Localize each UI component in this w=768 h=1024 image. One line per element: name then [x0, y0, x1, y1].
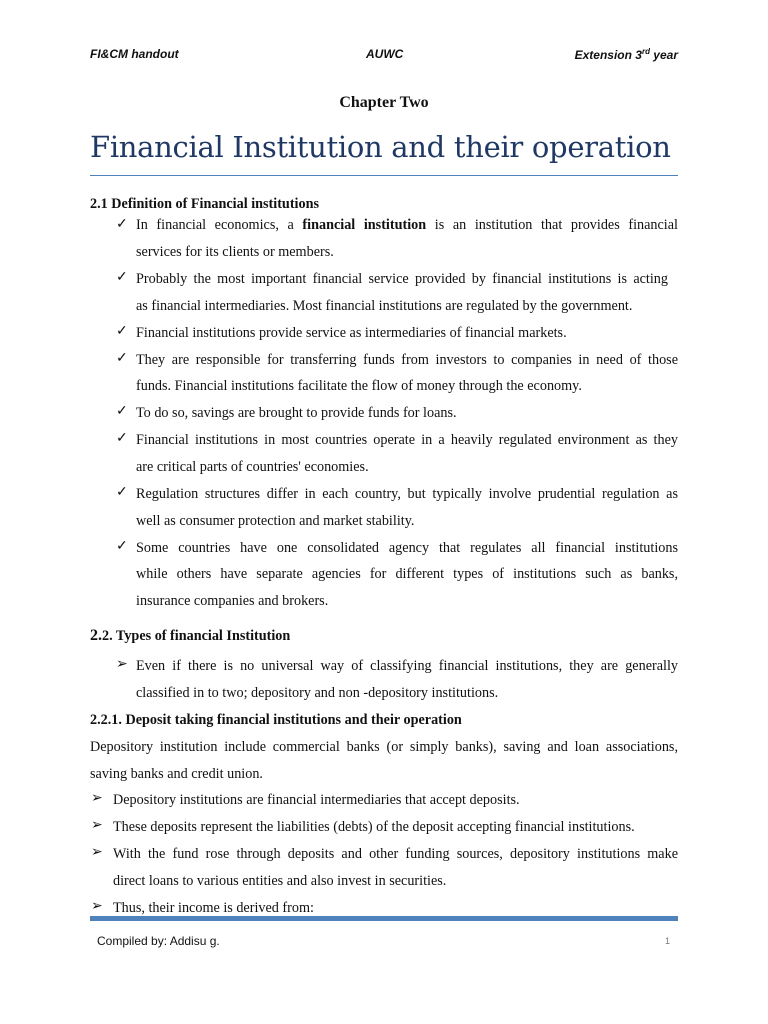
- arrow-bullet-icon: ➢: [116, 657, 128, 672]
- bullet-2-1-4-line2: funds. Financial institutions facilitate the flow of money through the economy.: [136, 378, 582, 394]
- checkmark-icon: ✓: [116, 324, 128, 339]
- bullet-2-1-4-line1: They are responsible for transferring funds from investors to companies in need of those: [136, 352, 678, 368]
- header-right-prefix: Extension 3: [574, 48, 642, 62]
- header-right-sup: rd: [641, 47, 650, 56]
- bullet-2-2-1-line2: classified in to two; depository and non -depository institutions.: [136, 685, 499, 701]
- bullet-2-1-5-line1: To do so, savings are brought to provide funds for loans.: [136, 405, 457, 421]
- paragraph-line1: Depository institution include commercial banks (or simply banks), saving and loan associations,: [90, 739, 678, 755]
- title-underline: [90, 175, 678, 176]
- bullet-2-2-1-d: Thus, their income is derived from:: [113, 900, 314, 916]
- header-right: [575, 47, 678, 62]
- checkmark-icon: ✓: [116, 404, 128, 419]
- bullet-2-2-1-line1: Even if there is no universal way of classifying financial institutions, they are generally: [136, 658, 678, 674]
- checkmark-icon: ✓: [116, 270, 128, 285]
- bullet-2-1-1-post: is an institution that provides financial: [426, 217, 678, 233]
- checkmark-icon: ✓: [116, 431, 128, 446]
- chapter-label: Chapter Two: [339, 94, 429, 111]
- header-center: AUWC: [366, 47, 404, 61]
- section-heading-2-2-num: 2.: [90, 627, 102, 644]
- section-heading-2-2-1: 2.2.1. Deposit taking financial institutions and their operation: [90, 712, 462, 728]
- bullet-2-1-8-line3: insurance companies and brokers.: [136, 593, 329, 609]
- page-number: 1: [665, 936, 671, 946]
- arrow-bullet-icon: ➢: [91, 845, 103, 860]
- paragraph-line2: saving banks and credit union.: [90, 766, 263, 782]
- checkmark-icon: ✓: [116, 217, 128, 232]
- page-title: Financial Institution and their operation: [90, 130, 671, 164]
- bullet-2-1-1-pre: In financial economics, a: [136, 217, 303, 233]
- bullet-2-1-7-line1: Regulation structures differ in each country, but typically involve prudential regulation as: [136, 486, 678, 502]
- bullet-2-2-1-a: Depository institutions are financial intermediaries that accept deposits.: [113, 792, 520, 808]
- page-header: [90, 47, 678, 65]
- arrow-bullet-icon: ➢: [91, 818, 103, 833]
- footer-compiled-by: Compiled by: Addisu g.: [97, 934, 220, 948]
- bullet-2-2-1-c-line1: With the fund rose through deposits and other funding sources, depository institutions make: [113, 846, 678, 862]
- bullet-2-1-8-line2: while others have separate agencies for different types of institutions such as banks,: [136, 566, 678, 582]
- checkmark-icon: ✓: [116, 539, 128, 554]
- bullet-2-1-3-line1: Financial institutions provide service as intermediaries of financial markets.: [136, 325, 567, 341]
- bullet-2-1-7-line2: well as consumer protection and market stability.: [136, 513, 415, 529]
- footer-rule: [90, 916, 678, 921]
- bullet-2-1-6-line2: are critical parts of countries' economies.: [136, 459, 369, 475]
- header-right-suffix: year: [649, 48, 678, 62]
- checkmark-icon: ✓: [116, 485, 128, 500]
- section-heading-2-2: [90, 627, 290, 645]
- bullet-2-2-1-b: These deposits represent the liabilities (debts) of the deposit accepting financial institutions.: [113, 819, 635, 835]
- section-heading-2-2-rest: 2. Types of financial Institution: [102, 628, 291, 644]
- bullet-2-1-8-line1: Some countries have one consolidated agency that regulates all financial institutions: [136, 540, 678, 556]
- bullet-2-1-6-line1: Financial institutions in most countries operate in a heavily regulated environment as they: [136, 432, 678, 448]
- arrow-bullet-icon: ➢: [91, 899, 103, 914]
- header-left: FI&CM handout: [90, 47, 179, 61]
- bullet-2-1-2-line1: Probably the most important financial service provided by financial institutions is acting: [136, 271, 668, 287]
- section-heading-2-1: 2.1 Definition of Financial institutions: [90, 196, 319, 212]
- bullet-2-1-1-line1: [136, 216, 678, 234]
- bullet-2-1-1-line2: services for its clients or members.: [136, 244, 334, 260]
- bullet-2-2-1-c-line2: direct loans to various entities and also invest in securities.: [113, 873, 447, 889]
- bullet-2-1-1-bold: financial institution: [302, 217, 427, 233]
- arrow-bullet-icon: ➢: [91, 791, 103, 806]
- bullet-2-1-2-line2: as financial intermediaries. Most financial institutions are regulated by the government.: [136, 298, 633, 314]
- checkmark-icon: ✓: [116, 351, 128, 366]
